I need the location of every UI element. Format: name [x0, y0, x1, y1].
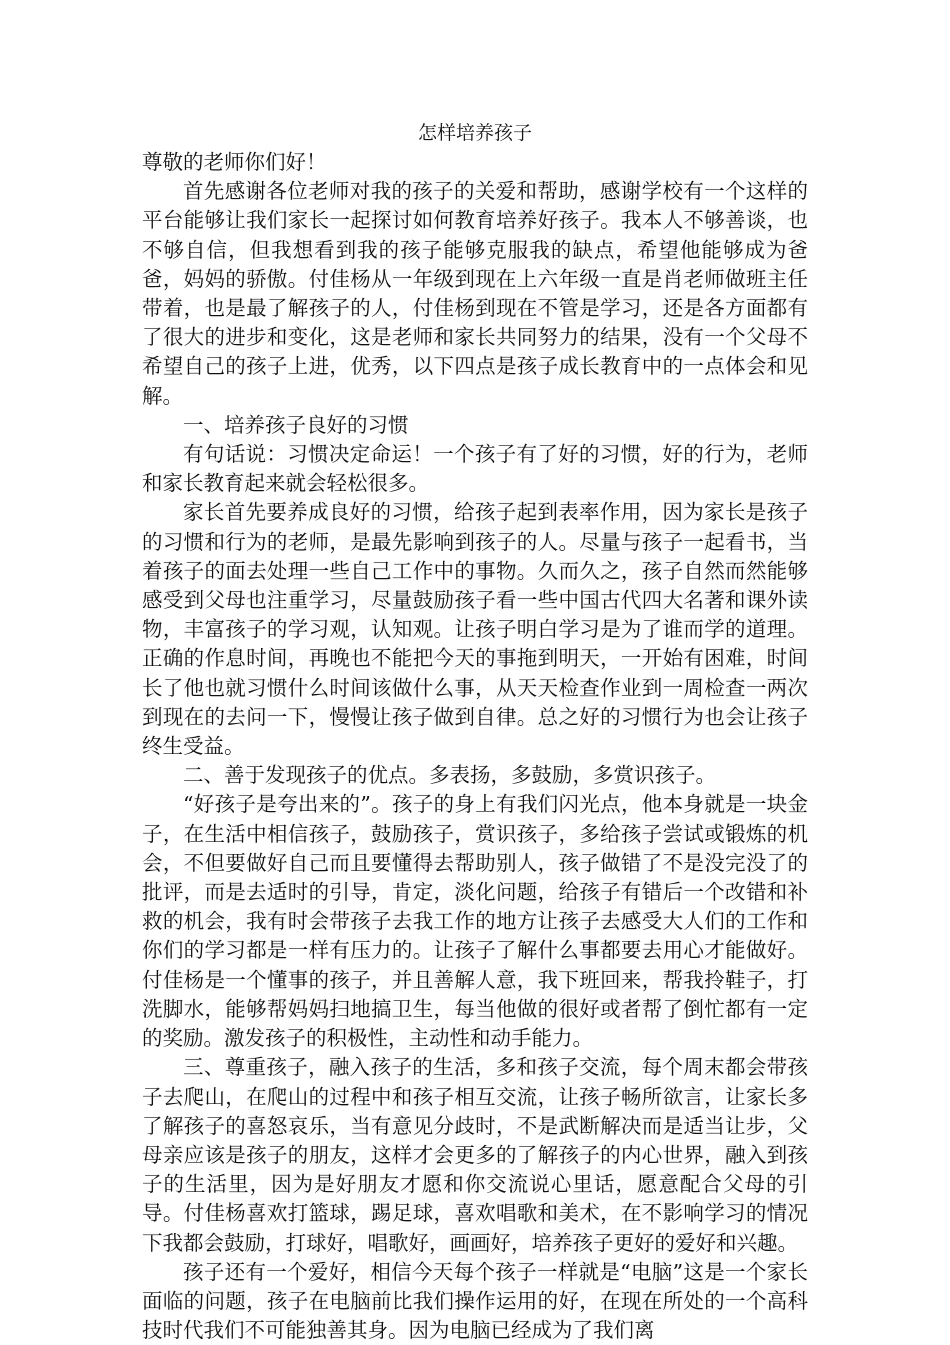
paragraph-intro: 首先感谢各位老师对我的孩子的关爱和帮助，感谢学校有一个这样的平台能够让我们家长一起探讨如何教育培养好孩子。我本人不够善谈，也不够自信，但我想看到我的孩子能够克服我的缺点，希望他能够成为爸爸，妈妈的骄傲。付佳杨从一年级到现在上六年级一直是肖老师做班主任带着，也是最了解孩子的人，付佳杨到现在不管是学习，还是各方面都有了很大的进步和变化，这是老师和家长共同努力的结果，没有一个父母不希望自己的孩子上进，优秀，以下四点是孩子成长教育中的一点体会和见解。	[142, 179, 808, 408]
section-heading-habits: 一、培养孩子良好的习惯	[183, 412, 409, 437]
salutation: 尊敬的老师你们好！	[142, 150, 327, 174]
paragraph-praise-body: “好孩子是夸出来的”。孩子的身上有我们闪光点，他本身就是一块金子，在生活中相信孩子，鼓励孩子，赏识孩子，多给孩子尝试或锻炼的机会，不但要做好自己而且要懂得去帮助别人，孩子做错了不是没完没了的批评，而是去适时的引导，肯定，淡化问题，给孩子有错后一个改错和补救的机会，我有时会带孩子去我工作的地方让孩子去感受大人们的工作和你们的学习都是一样有压力的。让孩子了解什么事都要去用心才能做好。付佳杨是一个懂事的孩子，并且善解人意，我下班回来，帮我拎鞋子，打洗脚水，能够帮妈妈扫地搞卫生，每当他做的很好或者帮了倒忙都有一定的奖励。激发孩子的积极性，主动性和动手能力。	[142, 792, 808, 1051]
paragraph-habits-body: 家长首先要养成良好的习惯，给孩子起到表率作用，因为家长是孩子的习惯和行为的老师，是最先影响到孩子的人。尽量与孩子一起看书，当着孩子的面去处理一些自己工作中的事物。久而久之，孩子自然而然能够感受到父母也注重学习，尽量鼓励孩子看一些中国古代四大名著和课外读物，丰富孩子的学习观，认知观。让孩子明白学习是为了谁而学的道理。正确的作息时间，再晚也不能把今天的事拖到明天，一开始有困难，时间长了他也就习惯什么时间该做什么事，从天天检查作业到一周检查一两次到现在的去问一下，慢慢让孩子做到自律。总之好的习惯行为也会让孩子终生受益。	[142, 500, 808, 759]
paragraph-habits-quote: 有句话说：习惯决定命运！一个孩子有了好的习惯，好的行为，老师和家长教育起来就会轻松很多。	[142, 442, 808, 496]
paragraph-respect: 三、尊重孩子，融入孩子的生活，多和孩子交流，每个周末都会带孩子去爬山，在爬山的过程中和孩子相互交流，让孩子畅所欲言，让家长多了解孩子的喜怒哀乐，当有意见分歧时，不是武断解决而是适当让步，父母亲应该是孩子的朋友，这样才会更多的了解孩子的内心世界，融入到孩子的生活里，因为是好朋友才愿和你交流说心里话，愿意配合父母的引导。付佳杨喜欢打篮球，踢足球，喜欢唱歌和美术，在不影响学习的情况下我都会鼓励，打球好，唱歌好，画画好，培养孩子更好的爱好和兴趣。	[142, 1055, 808, 1255]
section-heading-praise: 二、善于发现孩子的优点。多表扬，多鼓励，多赏识孩子。	[183, 763, 716, 788]
paragraph-computer: 孩子还有一个爱好，相信今天每个孩子一样就是“电脑”这是一个家长面临的问题，孩子在电脑前比我们操作运用的好，在现在所处的一个高科技时代我们不可能独善其身。因为电脑已经成为了我们离	[142, 1259, 808, 1343]
document-title: 怎样培养孩子	[417, 122, 532, 144]
